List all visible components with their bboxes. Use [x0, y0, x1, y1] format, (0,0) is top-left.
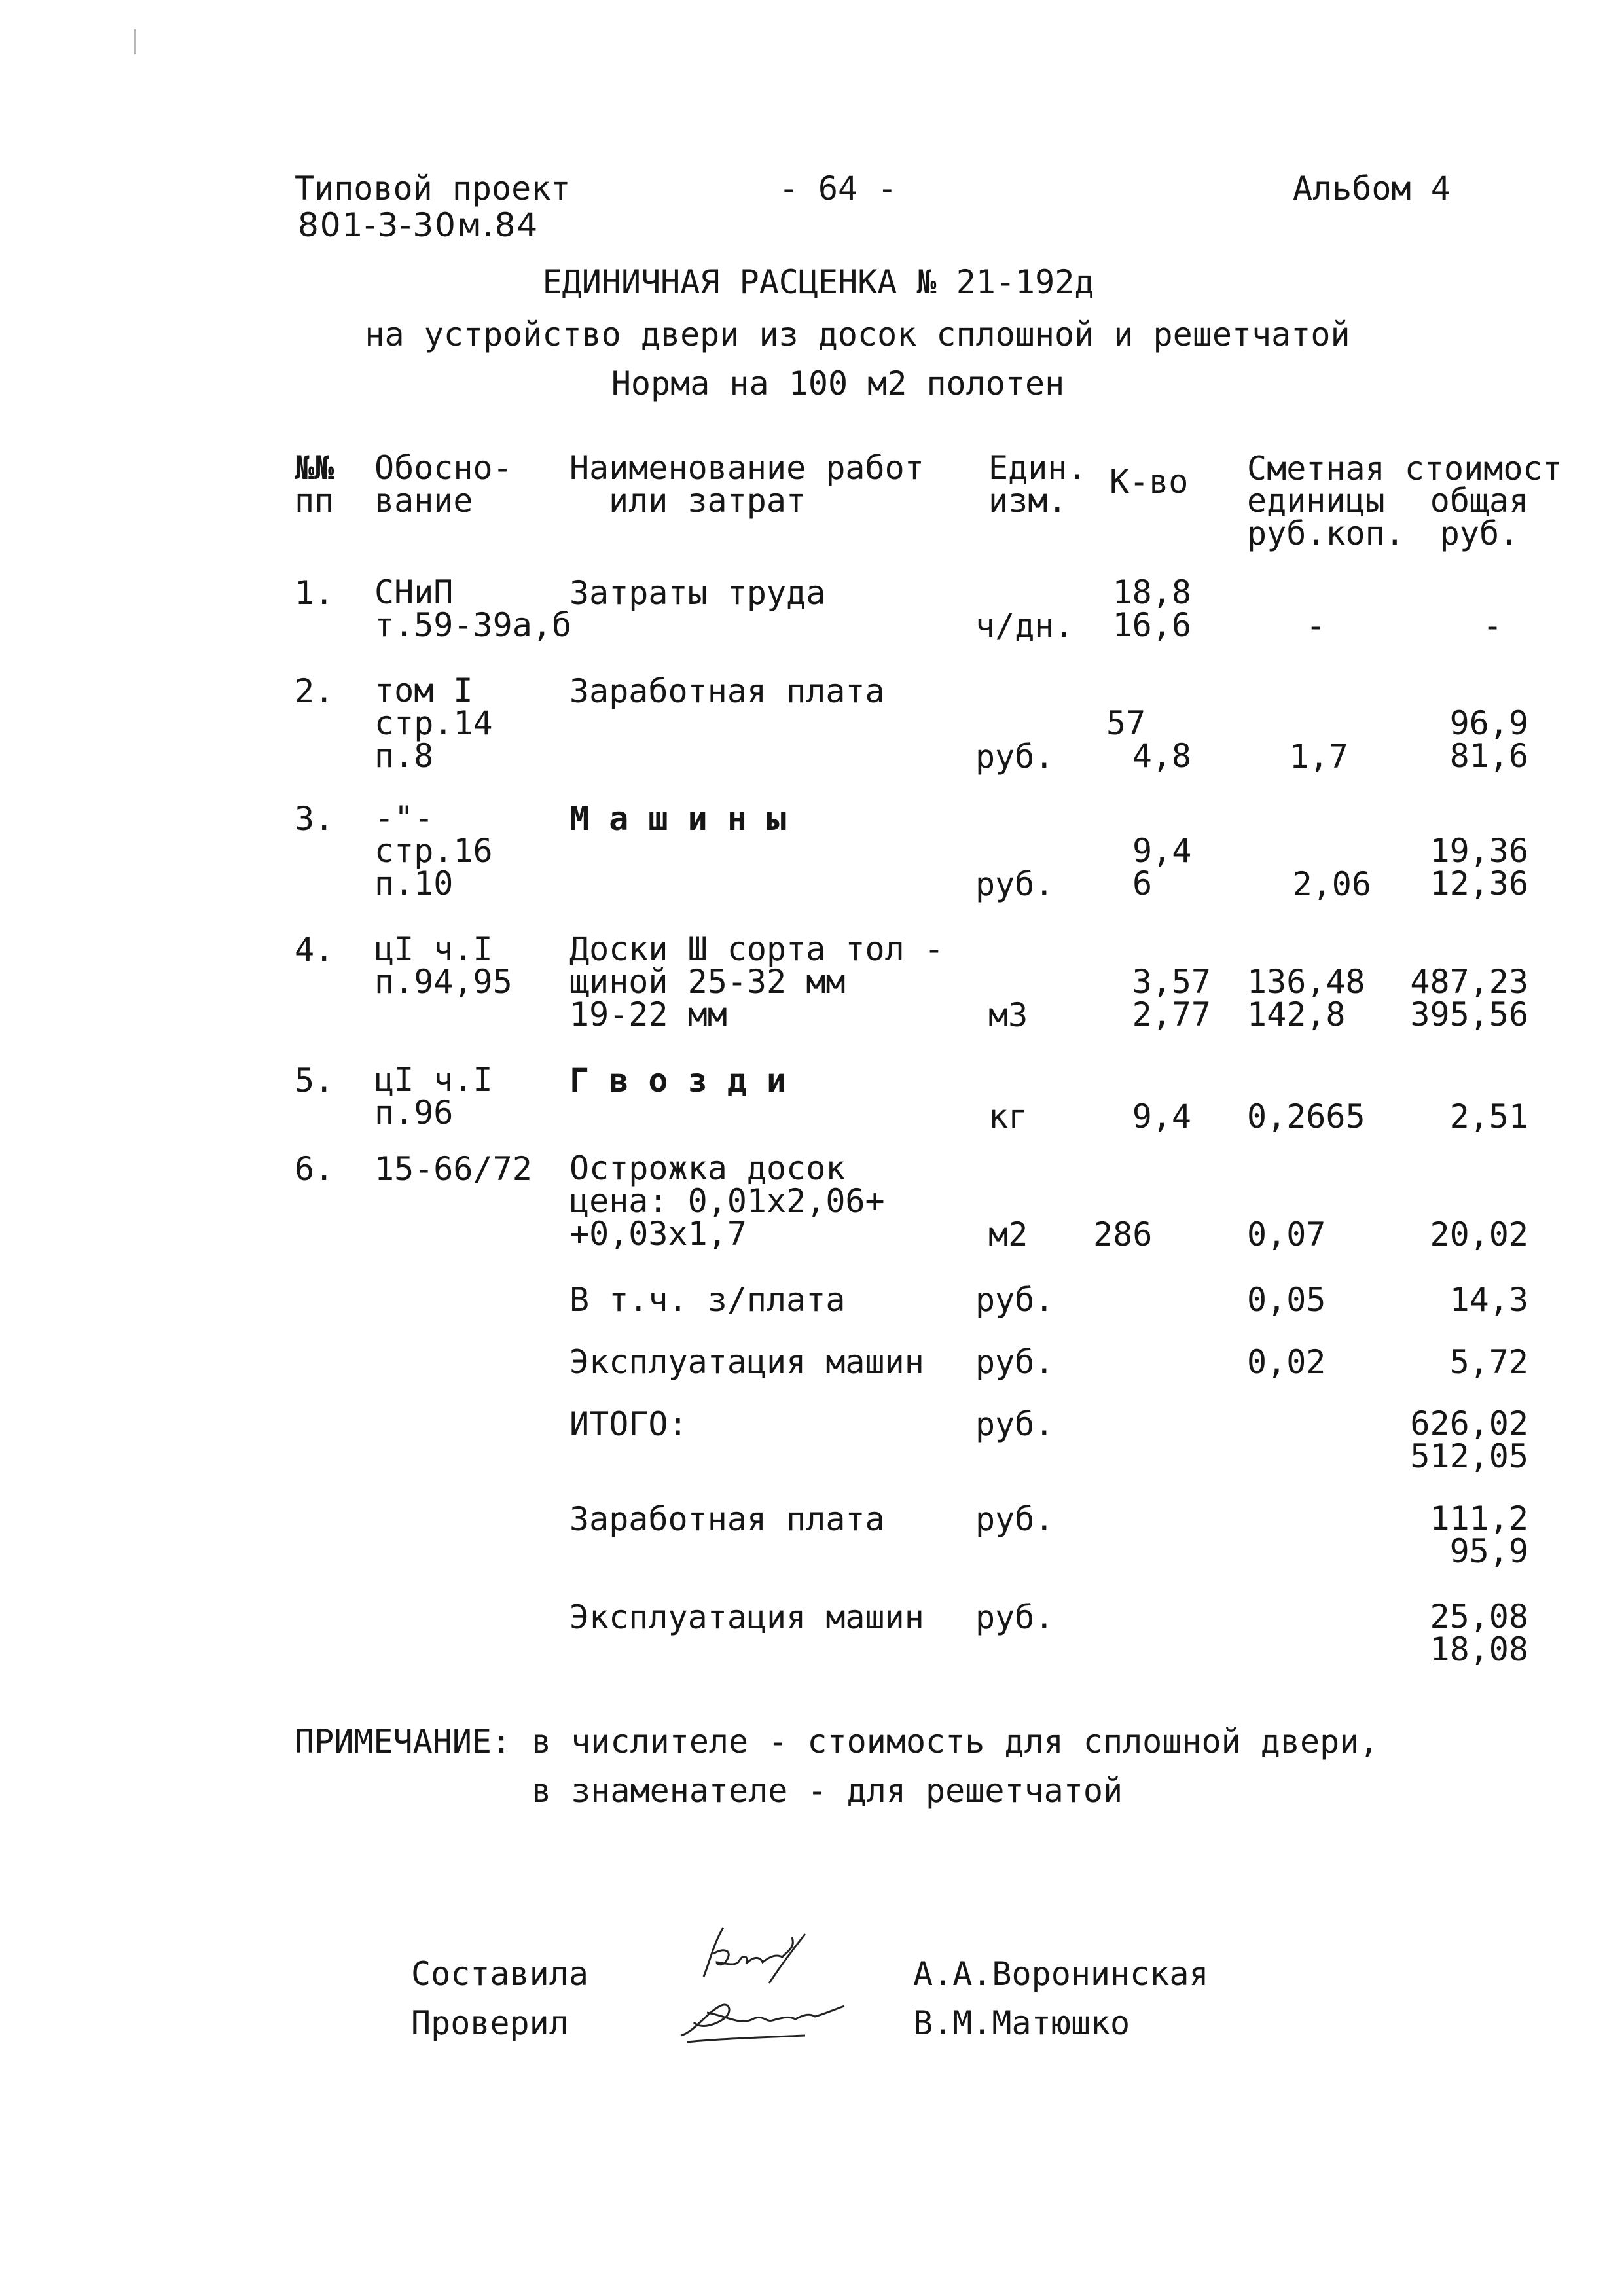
scan-mark [134, 29, 136, 54]
row-name: Доски Ш сорта тол - щиной 25-32 мм 19-22 мм [569, 930, 944, 1033]
row-name: Затраты труда [569, 574, 826, 612]
row-quantity: 9,4 [1132, 1098, 1191, 1136]
col-header-basis: Обосно- вание [374, 449, 513, 520]
row-unit-cost: 0,2665 [1247, 1098, 1365, 1136]
row-unit: м2 [988, 1215, 1028, 1253]
col-header-unit-cost: единицы руб.коп. [1247, 482, 1405, 552]
subrow-unit: руб. [975, 1281, 1055, 1319]
row-total: 2,51 [1449, 1098, 1528, 1136]
row-number: 5. [295, 1062, 334, 1100]
row-total: 96,9 81,6 [1449, 704, 1528, 775]
row-number: 4. [295, 931, 334, 969]
row-name: Г в о з д и [569, 1062, 787, 1100]
subrow-name: Заработная плата [569, 1500, 885, 1538]
row-unit-cost: 2,06 [1292, 865, 1371, 903]
subrow-name: ИТОГО: [569, 1405, 688, 1443]
row-unit: м3 [988, 996, 1028, 1034]
row-quantity: 18,8 16,6 [1112, 573, 1191, 644]
col-header-estimated-cost: Сметная стоимост [1247, 450, 1562, 488]
row-unit-cost: 0,07 [1247, 1215, 1326, 1253]
note-label: ПРИМЕЧАНИЕ: [295, 1723, 512, 1761]
document-title: ЕДИНИЧНАЯ РАСЦЕНКА № 21-192д [542, 263, 1094, 301]
row-total: 19,36 12,36 [1430, 832, 1528, 903]
row-unit-cost: - [1305, 607, 1326, 645]
project-label: Типовой проект [295, 170, 571, 207]
subrow-total: 25,08 18,08 [1430, 1598, 1528, 1668]
subrow-name: В т.ч. з/плата [569, 1281, 846, 1319]
col-header-total-cost: общая руб. [1430, 482, 1529, 552]
col-header-name: Наименование работ или затрат [569, 449, 924, 520]
row-unit-cost: 136,48 142,8 [1247, 963, 1365, 1033]
row-unit-cost: 1,7 [1289, 738, 1348, 776]
subrow-unit: руб. [975, 1500, 1055, 1538]
col-header-unit: Един. изм. [988, 449, 1087, 520]
row-quantity: 3,57 2,77 [1132, 963, 1211, 1033]
subrow-name: Эксплуатация машин [569, 1343, 924, 1381]
composer-name: А.А.Воронинская [913, 1955, 1209, 1993]
subrow-name: Эксплуатация машин [569, 1598, 924, 1636]
note-line-2: в знаменателе - для решетчатой [532, 1772, 1123, 1810]
row-number: 2. [295, 672, 334, 710]
checker-name: В.М.Матюшко [913, 2004, 1130, 2042]
row-basis: -"- стр.16 п.10 [374, 799, 493, 903]
page-number: - 64 - [778, 170, 897, 207]
subrow-unit: руб. [975, 1343, 1055, 1381]
row-unit: руб. [975, 738, 1055, 776]
subrow-total: 5,72 [1449, 1343, 1528, 1381]
subrow-total: 14,3 [1449, 1281, 1528, 1319]
row-total: 487,23 395,56 [1410, 963, 1528, 1033]
col-header-number: №№ пп [295, 449, 334, 520]
row-name: М а ш и н ы [569, 800, 787, 838]
album-label: Альбом 4 [1293, 170, 1451, 207]
composed-label: Составила [411, 1955, 588, 1993]
row-name: Острожка досок цена: 0,01х2,06+ +0,03х1,7 [569, 1149, 885, 1253]
row-basis: цI ч.I п.96 [374, 1061, 493, 1132]
row-number: 1. [295, 574, 334, 612]
row-basis: том I стр.14 п.8 [374, 672, 493, 775]
row-total: - [1482, 607, 1503, 645]
row-total: 20,02 [1430, 1215, 1528, 1253]
document-subtitle: на устройство двери из досок сплошной и решетчатой [365, 315, 1350, 353]
row-number: 6. [295, 1150, 334, 1188]
project-code: 801-3-30м.84 [298, 206, 539, 244]
subrow-total: 111,2 95,9 [1430, 1499, 1528, 1570]
handwritten-signature-checker [668, 1986, 877, 2052]
checked-label: Проверил [411, 2004, 569, 2042]
subrow-unit: руб. [975, 1405, 1055, 1443]
row-basis: цI ч.I п.94,95 [374, 930, 513, 1001]
row-quantity: 286 [1093, 1215, 1153, 1253]
row-name: Заработная плата [569, 672, 885, 710]
subrow-total: 626,02 512,05 [1410, 1405, 1528, 1475]
subrow-unit-cost: 0,02 [1247, 1343, 1326, 1381]
norm-line: Норма на 100 м2 полотен [611, 365, 1065, 403]
row-quantity: 57 4,8 [1106, 704, 1191, 775]
row-unit: руб. [975, 865, 1055, 903]
subrow-unit: руб. [975, 1598, 1055, 1636]
subrow-unit-cost: 0,05 [1247, 1281, 1326, 1319]
row-basis: 15-66/72 [374, 1150, 532, 1188]
row-quantity: 9,4 6 [1132, 832, 1192, 903]
note-line-1: в числителе - стоимость для сплошной двери, [532, 1723, 1379, 1761]
handwritten-signature-composer [677, 1924, 861, 1990]
row-unit: кг [988, 1098, 1028, 1136]
row-basis: СНиП т.59-39а,б [374, 573, 572, 644]
row-unit: ч/дн. [975, 607, 1074, 645]
row-number: 3. [295, 800, 334, 838]
col-header-quantity: К-во [1110, 463, 1189, 501]
